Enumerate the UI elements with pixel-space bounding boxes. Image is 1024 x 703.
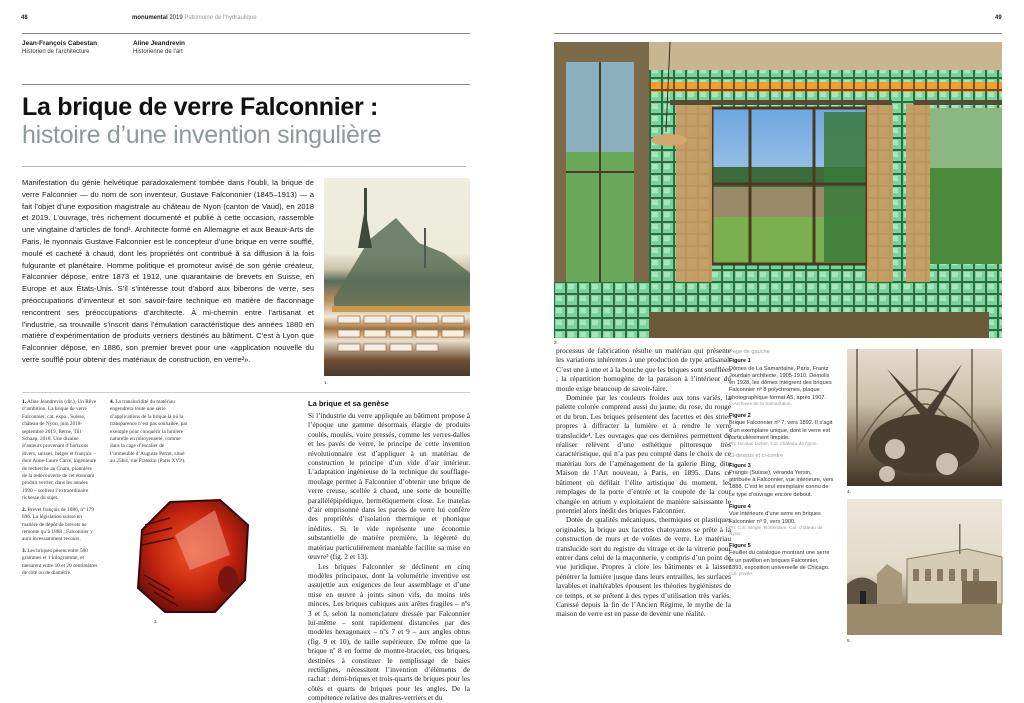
header-rule-right [554,33,1002,34]
caption-credit: Ph. C.E. Mögle, Rotterdam. Col. château de Nyon. [729,525,823,537]
figure-number: 4. [847,489,851,494]
right-folio: 49 [995,15,1002,21]
body-column-1 [308,411,470,703]
article-subtitle: histoire d’une invention singulière [22,121,382,149]
article-title: La brique de verre Falconnier : [22,93,379,121]
figure-number: 1. [324,380,328,385]
caption-label: Figure 4 [729,504,751,511]
footnote [22,399,98,503]
samaritaine-domes-illustration [324,178,470,376]
footnote-number: 1. [22,399,26,405]
footnotes-rule [22,392,470,393]
author-2 [133,39,185,57]
lead-paragraph: Manifestation du génie helvétique paradoxalement tombée dans l’oubli, la brique de verre Falconnier — du nom de son inventeur, Gustave Falconnnier (1845–1913) — a fait l’objet d’une exposition magistrale au château de Nyon (canton de Vaud), en 2018 et 2019. L’ouvrage, très richement documenté et publié à cette occasion, rassemble une vingtaine d’articles de fond¹. Architecte formé en Allemagne et aux Beaux-Arts de Paris, le nyonnais Gustave Falconnier est le concepteur d’une brique en verre soufflé, moulé et cacheté à chaud, dont les propriétés ont contribué à sa diffusion à la fois fulgurante et planétaire. Homme politique et promoteur avisé de son génie créateur, Falconnier dépose, entre 1873 et 1912, une quarantaine de brevets en Suisse, en Europe et aux États-Unis. S’il s’intéresse tout d’abord aux biberons de verre, ses préoccupations d’inventeur et son savoir-faire technique en matière de flaconnage rencontrent ses préoccupations d’architecte. À mi-chemin entre l’artisanat et l’industrie, sa trouvaille s’inscrit dans l’émulation caractéristique des années 1880 en matière d’expérimentation de produits verriers destinés au bâtiment. C’est à Lyon que Falconnier dépose, en 1886, son premier brevet pour une «application nouvelle du verre soufflé pour obtenir des matériaux de construction, en verre²». [22,178,314,364]
figure-5-photo [847,499,1002,635]
body-paragraph: Si l’industrie du verre appliquée au bâtiment propose à l’époque une gamme désormais élargie de produits coulés, moulés, voire pressés, comme les verres-dalles et les pavés de verre, le principe de cette invention révolutionnaire est d’appliquer à un matériau de construction le principe d’un vide d’air intérieur. L’adaptation ingénieuse de la technique du soufflage-moulage permet à Falconnier d’obtenir une brique de verre creuse, scellée à chaud, une sorte de bouteille parallélépipédique, hermétiquement close. Le matelas d’air emprisonné dans les parois de verre lui confère des propriétés d’isolation thermique et phonique inédites. Si le vide représente une économie substantielle de matière première, la légèreté du matériau particulièrement maniable facilite sa mise en œuvre³ (fig. 2 et 13). [308,411,470,562]
caption-text: Feuillet du catalogue montrant une serre et un pavillon en briques Falconnier, 1893, exposition universelle de Chicago. [729,550,830,571]
author-role: Historien de l'architecture [22,49,90,55]
section-heading: La brique et sa genèse [308,399,389,408]
footnote-text: Brevet français de 1886, nº 179 696. La législation suisse en matière de dépôt de brevets ne remonte qu’à 1888 ; Falconnier y aura incessamment recours. [22,506,94,543]
footnote [22,548,98,578]
footnote-text: Aline Jeandrevin (dir.), Un Rêve d’ambition. La brique de verre Falconnier, cat. expo., Suisse, château de Nyon, juin 2018-septembre 2019, Berne, Till Schaap, 2018. Une dizaine d’auteurs provenant d’horizons divers, suisses, belges et français – dont Anne-Laure Carré, ingénieure de recherche au Cnam, pionnière de la redécouverte de cet étonnant produit verrier, dans les années 1990 – scellent l’extraordinaire richesse du sujet. [22,399,97,502]
caption-figure-4 [729,504,834,538]
caption-text: Dômes de La Samaritaine, Paris, Frantz Jourdain architecte, 1905-1910. Démolis en 1928, les dômes intégrent des briques Falconnier nº 8 polychromes, plaque photographique format A5, après 1907. [729,365,832,401]
caption-figure-1 [729,358,834,408]
red-glass-brick-illustration [130,500,260,620]
caption-label: Figure 2 [729,413,751,420]
figure-2-photo [130,500,260,620]
figure-number: 5. [847,638,851,643]
author-name: Jean-François Cabestan [22,40,98,47]
footnotes-column-1 [22,399,98,581]
left-folio: 48 [21,15,28,21]
caption-figure-5 [729,543,834,578]
author-role: Historienne de l'art [133,49,183,55]
figure-number: 2. [154,619,158,624]
footnote [22,507,98,544]
captions-column [729,349,834,583]
body-paragraph: Dominée par les couleurs froides aux tons variés, la palette colorée comprend aussi du jaune, du rose, du rouge et du brun. Les briques présentent des facettes et des stries propres à diffracter la lumière et à rendre le verre translucide⁴. Les ouvrages que ces dernières permettent de réaliser relèvent d’une esthétique pittoresque très caractéristique, qui n’a pas peu compté dans le choix de ce matériau lors de l’aménagement de la galerie Bing, dite Maison de l’Art nouveau, à Paris, en 1895. Dans ce bâtiment où défilait l’élite artistique du moment, les remplages de la porte d’entrée et la coupole de la cour changée en atrium y exploitaient de manière saisissante le potentiel alors inédit des briques Falconnier. [556,393,731,515]
greenhouse-interior-illustration [847,349,1002,486]
footnotes-column-2 [110,399,188,470]
footnote-number: 2. [22,506,26,513]
caption-text: Vue intérieure d’une serre en briques Falconnier nº 9, vers 1900. [729,511,821,525]
footnote-number: 3. [22,547,26,554]
header-rule [22,33,470,34]
figure-3-photo [554,42,1002,338]
caption-credit: Ph. Nicolas Lieber, Col. château de Nyon. [729,442,818,448]
section-name: Patrimoine de l'hydraulique [184,15,257,21]
caption-text: Brique Falconnier nº 7, vers 1892. Il s’agit d’un exemplaire unique, dont le verre est particulièrement limpide. [729,420,833,441]
magazine-year: 2019 [169,15,183,21]
caption-label: Figure 1 [729,358,751,365]
body-paragraph: processus de fabrication résulte un matériau qui présente les variations inhérentes à une production de type artisanal. C’est une à une et à la bouche que les briques sont soufflées ; la répartition homogène de la paraison à l’intérieur du moule exige beaucoup de savoir-faire. [556,346,731,393]
caption-credit: © Archives de la Samaritaine. [729,402,792,408]
footnote [110,399,188,466]
caption-section-label: Page de gauche [729,349,770,355]
caption-section-label: Ci-dessus et ci-contre [729,453,784,460]
veranda-glass-brick-wall-illustration [554,42,1002,338]
magazine-name: monumental [132,15,168,21]
author-name: Aline Jeandrevin [133,40,186,47]
caption-text: Prangis (Suisse), véranda Yersin, attribuée à Falconnier, vue intérieure, vers 1888. C’est le seul exemplaire connu de ce type d’ouvrage encore debout. [729,469,834,498]
body-paragraph: Dotée de qualités mécaniques, thermiques et plastiques originales, la brique aux facettes chatoyantes se prête à la construction de murs et de voûtes de verre. Le matériau translucide sort du registre du vitrage et de la vitrerie pour entrer dans celui de la maçonnerie, y compris d’un point de vue juridique. Propres à clore les bâtiments et à laisser pénétrer la lumière jusque dans leurs entrailles, les surfaces lavables et inaltérables épousent les théories hygiénistes de ce temps, et se prêtent à des types d’utilisation très variés. Caressé depuis la fin de l’Ancien Régime, le mythe de la maison de verre est en passe de devenir une réalité. [556,515,731,619]
caption-figure-2 [729,413,834,448]
caption-figure-3 [729,463,834,499]
figure-1-photo [324,178,470,376]
title-top-rule [22,84,470,85]
exhibition-pavilion-illustration [847,499,1002,635]
figure-4-photo [847,349,1002,486]
caption-label: Figure 5 [729,542,751,549]
caption-label: Figure 3 [729,462,751,469]
figure-number: 3. [554,340,558,345]
author-1 [22,39,97,57]
footnote-text: Les briques pèsent entre 500 grammes et 1 kilogramme, et mesurent entre 10 et 20 centimètres de côté ou de diamètre. [22,547,98,576]
footnote-number: 4. [110,399,114,405]
body-column-2 [556,346,731,658]
title-bottom-rule [22,166,466,167]
running-header [132,15,257,21]
caption-credit: Col. privée. [729,572,754,578]
footnote-text: La translucidité du matériau engendrera toute une série d’applications de la brique là où la transparence n’est pas souhaitée, par exemple pour conquérir la lumière naturelle en mitoyenneté, comme dans la cage d’escalier de l’immeuble d’Auguste Perret, situé au 25bis, rue Franklin (Paris XVIᵉ). [110,399,188,465]
body-paragraph: Les briques Falconnier se déclinent en cinq modèles principaux, dont la volumétrie inventive est assujettie aux exigences de leur assemblage et d’une mise en œuvre à joints sinon vifs, du moins très minces. Les briques cubiques aux arêtes fragiles – nºs 3 et 5, selon la nomenclature dressée par Falconnier lui-même – sont rapidement distancées par des modèles hexagonaux – nºs 7 et 9 – aux angles obtus (fig. 9 et 10), de taille supérieure. De même que la brique nº 8 en forme de montre-bracelet, ces briques, destinées à constituer le remplissage de baies rectilignes, nécessitent l’invention d’éléments de rachat : demi-briques et trois-quarts de briques pour les côtés et quarts de briques pour les angles. De la compétence relative des maîtres-verriers et du [308,561,470,703]
